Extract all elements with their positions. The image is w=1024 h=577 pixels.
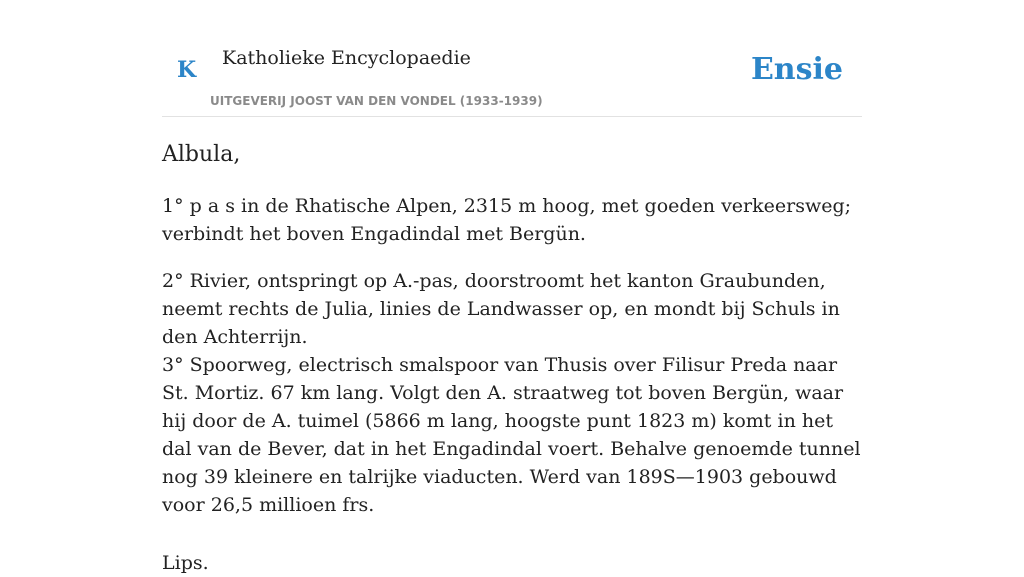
- article-author: Lips.: [162, 552, 209, 574]
- article-paragraph-3: 3° Spoorweg, electrisch smalspoor van Thusis over Filisur Preda naar St. Mortiz. 67 km lang. Volgt den A. straatweg tot boven Bergün, waar hij door de A. tuimel (5866 m lang, hoogste punt 1823 m) komt in het dal van de Bever, dat in het Engadindal voert. Behalve genoemde tunnel nog 39 kleinere en talrijke viaducten. Werd van 189S—1903 gebouwd voor 26,5 millioen frs.: [162, 354, 861, 516]
- article-content: [162, 140, 864, 577]
- site-header: [162, 0, 862, 117]
- article-title: Albula,: [162, 142, 241, 167]
- article-paragraph-1: 1° p a s in de Rhatische Alpen, 2315 m hoog, met goeden verkeersweg; verbindt het boven Engadindal met Bergün.: [162, 195, 852, 245]
- source-title-link[interactable]: Katholieke Encyclopaedie: [222, 47, 471, 69]
- ensie-logo-link[interactable]: Ensie: [750, 52, 843, 87]
- publisher-label: UITGEVERIJ JOOST VAN DEN VONDEL (1933-1939): [210, 94, 543, 108]
- source-logo-icon[interactable]: K: [177, 57, 197, 83]
- article-paragraph-2: 2° Rivier, ontspringt op A.-pas, doorstroomt het kanton Graubunden, neemt rechts de Julia, linies de Landwasser op, en mondt bij Schuls in den Achterrijn.: [162, 270, 840, 348]
